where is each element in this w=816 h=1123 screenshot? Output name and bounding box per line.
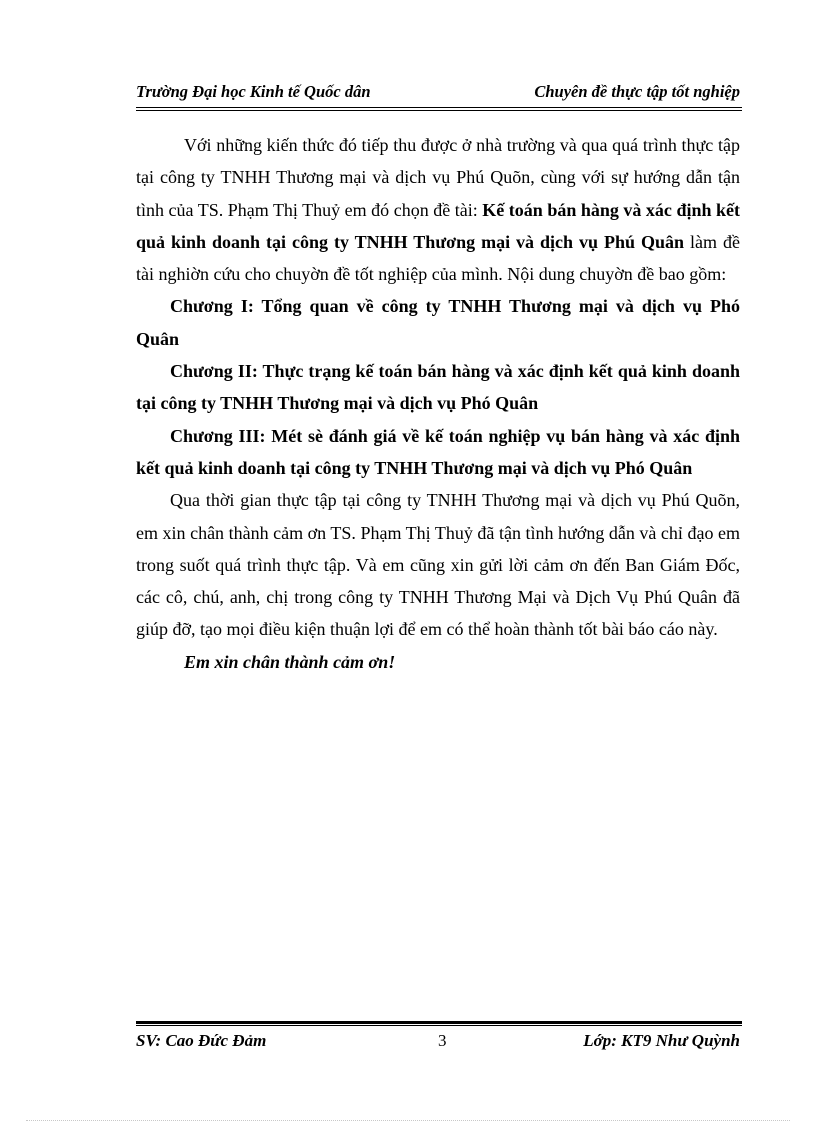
page-body — [136, 129, 740, 678]
footer-page-number: 3 — [438, 1031, 447, 1050]
page-edge-dotted-line — [26, 1120, 790, 1121]
footer-class: Lớp: KT9 Như Quỳnh — [583, 1031, 740, 1050]
chapter-1: Chương I: Tổng quan về công ty TNHH Thương mại và dịch vụ Phó Quân — [136, 296, 740, 349]
intro-topic: Kế toán bán hàng và xác định kết quả kinh doanh tại công ty TNHH Thương mại và dịch vụ Phú Quân — [136, 199, 741, 252]
header-rule — [136, 107, 742, 111]
header-report-title: Chuyên đề thực tập tốt nghiệp — [534, 82, 740, 101]
chapter-2: Chương II: Thực trạng kế toán bán hàng và xác định kết quả kinh doanh tại công ty TNHH Thương mại và dịch vụ Phó Quân — [136, 361, 740, 414]
footer-rule-top — [136, 1021, 742, 1024]
page-footer — [136, 1031, 740, 1055]
intro-paragraph — [136, 129, 740, 290]
thanks-paragraph: Qua thời gian thực tập tại công ty TNHH Thương mại và dịch vụ Phú Quõn, em xin chân thành cảm ơn TS. Phạm Thị Thuỷ đã tận tình hướng dẫn và chỉ đạo em trong suốt quá trình thực tập. Và em cũng xin gửi lời cảm ơn đến Ban Giám Đốc, các cô, chú, anh, chị trong công ty TNHH Thương Mại và Dịch Vụ Phú Quân đã giúp đỡ, tạo mọi điều kiện thuận lợi để em có thể hoàn thành tốt bài báo cáo này. — [136, 490, 740, 640]
chapter-3: Chương III: Mét sè đánh giá về kế toán nghiệp vụ bán hàng và xác định kết quả kinh doanh tại công ty TNHH Thương mại và dịch vụ Phó Quân — [136, 425, 740, 478]
page-header — [136, 82, 740, 106]
closing-line: Em xin chân thành cảm ơn! — [184, 651, 396, 672]
intro-tail: làm đề tài nghiờn cứu cho chuyờn đề tốt nghiệp của mình. Nội dung chuyờn đề bao gồm: — [136, 231, 740, 285]
footer-student: SV: Cao Đức Đảm — [136, 1031, 267, 1050]
header-school: Trường Đại học Kinh tế Quốc dân — [136, 82, 371, 101]
footer-rule-thin — [136, 1025, 742, 1027]
intro-text: Với những kiến thức đó tiếp thu được ở nhà trường và qua quá trình thực tập tại công ty TNHH Thương mại và dịch vụ Phú Quõn, cùng với sự hướng dẫn tận tình của TS. Phạm Thị Thuỷ em đó chọn đề tài: — [136, 135, 740, 220]
